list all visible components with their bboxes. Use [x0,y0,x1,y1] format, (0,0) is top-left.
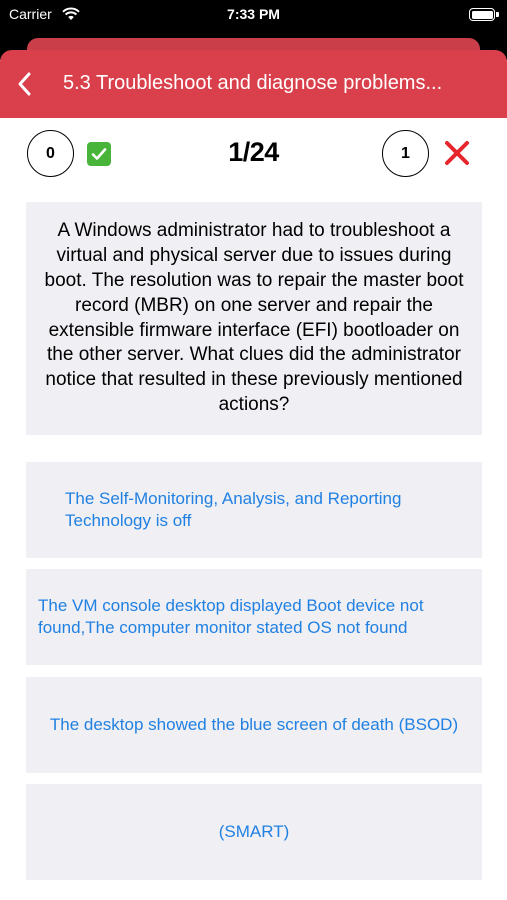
chevron-left-icon [17,71,33,97]
clock: 7:33 PM [227,6,280,22]
x-mark-icon[interactable] [444,140,470,171]
answer-text: The desktop showed the blue screen of death (BSOD) [49,715,459,734]
answer-option-2[interactable] [26,569,482,665]
answer-text: The VM console desktop displayed Boot device not found,The computer monitor stated OS not found [38,596,424,637]
page-title: 5.3 Troubleshoot and diagnose problems... [63,72,443,94]
wrong-count: 1 [401,144,410,162]
carrier-label: Carrier [9,6,52,22]
back-button[interactable] [10,66,40,102]
status-bar [0,0,507,30]
answer-option-3[interactable] [26,677,482,773]
correct-count: 0 [46,144,55,162]
question-text: A Windows administrator had to troubleshoot a virtual and physical server due to issues during boot. The resolution was to repair the master boot record (MBR) on one server and repair the extensible firmware interface (EFI) bootloader on the other server. What clues did the administrator notice that resulted in these previously mentioned actions? [44,220,464,415]
question-card [26,202,482,435]
nav-bar [0,50,507,118]
answer-option-1[interactable] [26,462,482,558]
question-progress: 1/24 [228,137,279,167]
answer-text: The Self-Monitoring, Analysis, and Reporting Technology is off [65,489,402,530]
answer-option-4[interactable] [26,784,482,880]
answer-text: (SMART) [218,822,290,841]
battery-icon [469,8,495,21]
wrong-count-badge [382,130,429,177]
